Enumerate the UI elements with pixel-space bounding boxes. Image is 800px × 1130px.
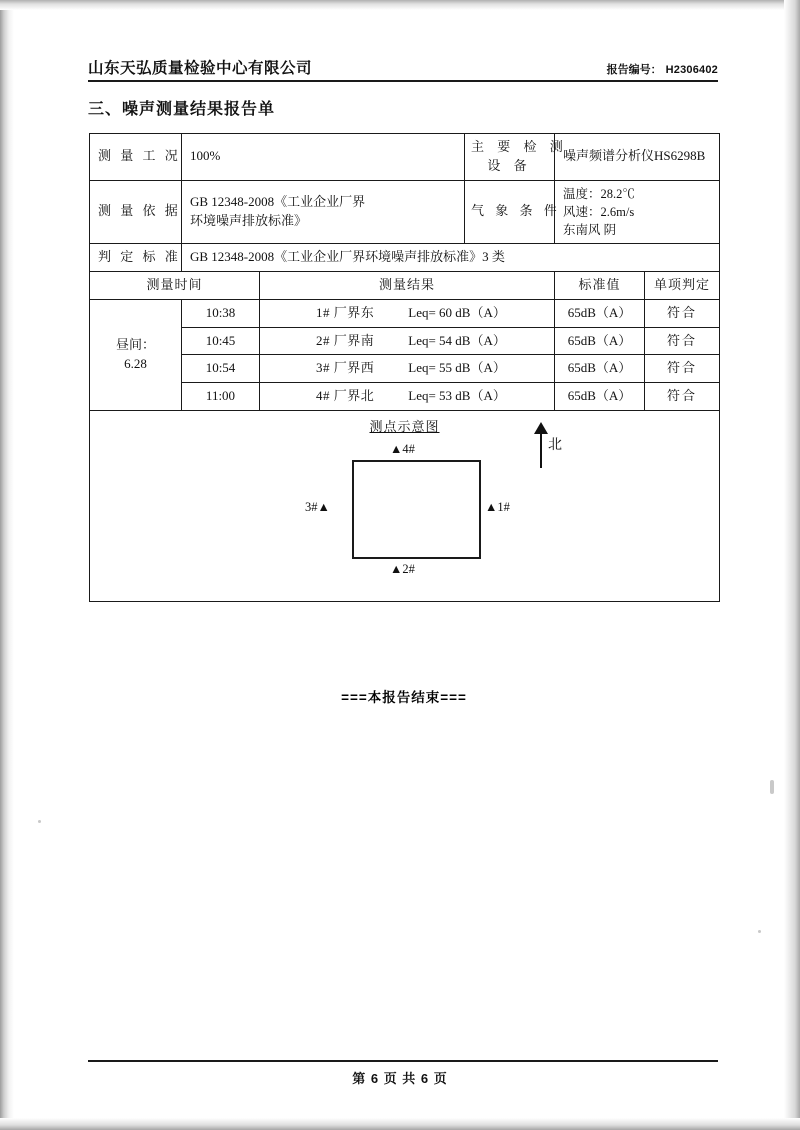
- equipment-label-line1: 主 要 检 测: [471, 139, 568, 154]
- table-row: [90, 244, 720, 272]
- row-judgement: 符合: [645, 355, 720, 383]
- header-divider: [88, 80, 718, 82]
- report-number-value: H2306402: [665, 64, 718, 76]
- plant-boundary-rect: [352, 460, 481, 559]
- weather-value: [555, 180, 720, 243]
- report-number-label: 报告编号：: [606, 64, 662, 76]
- row-judgement: 符合: [645, 299, 720, 327]
- north-arrow-icon: [530, 422, 570, 468]
- condition-value: 100%: [182, 134, 465, 181]
- noise-result-table: [89, 133, 720, 602]
- condition-label: 测 量 工 况: [90, 134, 182, 181]
- page-title: 三、噪声测量结果报告单: [88, 101, 276, 118]
- equipment-label-line2: 设 备: [487, 157, 532, 173]
- row-value: Leq= 60 dB（A）: [408, 304, 506, 320]
- weather-temperature: 温度：28.2℃: [563, 186, 635, 201]
- column-header-standard: 标准值: [555, 271, 645, 299]
- row-time: 10:45: [182, 327, 260, 355]
- weather-wind-speed: 风速：2.6m/s: [563, 204, 635, 219]
- row-time: 10:54: [182, 355, 260, 383]
- table-header-row: [90, 271, 720, 299]
- table-row-diagram: [90, 411, 720, 602]
- footer-divider: [88, 1060, 718, 1062]
- north-label: 北: [548, 438, 562, 454]
- row-result: [260, 299, 555, 327]
- table-row: [90, 383, 720, 411]
- row-value: Leq= 54 dB（A）: [408, 332, 506, 348]
- column-header-time: 测量时间: [90, 271, 260, 299]
- period-label-line1: 昼间：: [115, 337, 155, 353]
- equipment-value: 噪声频谱分析仪HS6298B: [555, 134, 720, 181]
- diagram-point-4: ▲4#: [390, 442, 415, 457]
- basis-value-line1: GB 12348-2008《工业企业厂界: [190, 194, 366, 210]
- page-footer: 第 6 页 共 6 页: [352, 1071, 448, 1086]
- diagram-point-1: ▲1#: [485, 500, 510, 515]
- row-value: Leq= 55 dB（A）: [408, 360, 506, 376]
- end-of-report-note: ===本报告结束===: [341, 690, 467, 705]
- diagram-point-2: ▲2#: [390, 562, 415, 577]
- row-time: 10:38: [182, 299, 260, 327]
- row-point: 3# 厂界西: [316, 360, 375, 376]
- row-judgement: 符合: [645, 383, 720, 411]
- column-header-judgement: 单项判定: [645, 271, 720, 299]
- table-row: [90, 134, 720, 181]
- basis-value: [182, 180, 465, 243]
- row-judgement: 符合: [645, 327, 720, 355]
- company-name: 山东天弘质量检验中心有限公司: [88, 60, 313, 77]
- row-standard: 65dB（A）: [555, 355, 645, 383]
- row-standard: 65dB（A）: [555, 299, 645, 327]
- row-point: 2# 厂界南: [316, 332, 375, 348]
- table-row: [90, 327, 720, 355]
- end-of-report-note-wrap: [89, 686, 719, 707]
- row-standard: 65dB（A）: [555, 327, 645, 355]
- diagram-point-3: 3#▲: [305, 500, 330, 515]
- column-header-result: 测量结果: [260, 271, 555, 299]
- criterion-label: 判 定 标 准: [90, 244, 182, 272]
- period-label-line2: 6.28: [124, 355, 147, 371]
- diagram-title: 测点示意图: [369, 419, 440, 435]
- report-number: [607, 61, 718, 77]
- row-result: [260, 327, 555, 355]
- table-row: [90, 180, 720, 243]
- weather-label: 气 象 条 件: [465, 180, 555, 243]
- row-point: 1# 厂界东: [316, 304, 375, 320]
- measurement-point-diagram: [90, 411, 720, 602]
- row-result: [260, 355, 555, 383]
- page-header: [88, 56, 718, 78]
- basis-label: 测 量 依 据: [90, 180, 182, 243]
- row-value: Leq= 53 dB（A）: [408, 388, 506, 404]
- row-point: 4# 厂界北: [316, 388, 375, 404]
- period-label: [90, 299, 182, 410]
- weather-wind-direction: 东南风 阴: [563, 222, 617, 237]
- row-time: 11:00: [182, 383, 260, 411]
- row-result: [260, 383, 555, 411]
- equipment-label: [465, 134, 568, 181]
- table-row: [90, 299, 720, 327]
- table-row: [90, 355, 720, 383]
- basis-value-line2: 环境噪声排放标准》: [190, 212, 308, 228]
- row-standard: 65dB（A）: [555, 383, 645, 411]
- criterion-value: GB 12348-2008《工业企业厂界环境噪声排放标准》3 类: [182, 244, 720, 272]
